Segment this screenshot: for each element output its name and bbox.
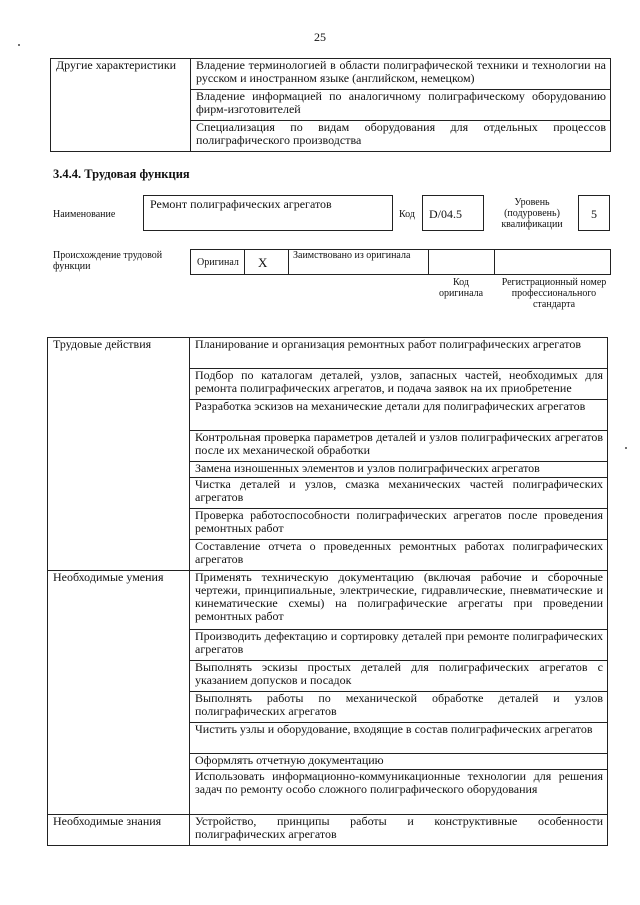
skill-item: Чистить узлы и оборудование, входящие в состав полиграфических агрегатов — [190, 723, 608, 754]
origin-divider — [494, 249, 495, 275]
page-number: 25 — [314, 30, 326, 44]
skill-item: Применять техническую документацию (включая рабочие и сборочные чертежи, принципиальные, электрические, гидравлические, пневматические и кинематические схемы) на полиграфические агрегаты при проведении ремонтных работ — [190, 571, 608, 630]
skill-item: Выполнять работы по механической обработке деталей и узлов полиграфических агрегатов — [190, 692, 608, 723]
code-box — [422, 195, 484, 231]
scan-dot — [18, 44, 20, 46]
level-value: 5 — [591, 207, 597, 221]
original-label: Оригинал — [197, 257, 239, 268]
labor-action-item: Проверка работоспособности полиграфических агрегатов после проведения ремонтных работ — [190, 509, 608, 540]
labor-action-item: Планирование и организация ремонтных работ полиграфических агрегатов — [190, 338, 608, 369]
knowledge-item: Устройство, принципы работы и конструктивные особенности полиграфических агрегатов — [190, 815, 608, 846]
skills-label: Необходимые умения — [48, 571, 190, 815]
code-value: D/04.5 — [429, 207, 462, 221]
skill-item: Производить дефектацию и сортировку деталей при ремонте полиграфических агрегатов — [190, 630, 608, 661]
requirements-table — [47, 337, 608, 846]
other-char-item: Владение терминологией в области полиграфической техники и технологии на русском и иностранном языке (английском, немецком) — [191, 59, 611, 90]
function-name-value: Ремонт полиграфических агрегатов — [150, 197, 332, 211]
knowledge-label: Необходимые знания — [48, 815, 190, 846]
scan-dot — [625, 447, 627, 449]
code-label: Код — [399, 209, 415, 220]
original-mark: X — [258, 255, 268, 270]
origin-divider — [244, 249, 245, 275]
function-name-box — [143, 195, 393, 231]
other-char-item: Специализация по видам оборудования для отдельных процессов полиграфического производства — [191, 121, 611, 152]
code-original-label: Код оригинала — [438, 277, 484, 299]
labor-action-item: Подбор по каталогам деталей, узлов, запасных частей, необходимых для ремонта полиграфических агрегатов, и подача заявок на их приобретение — [190, 369, 608, 400]
labor-action-item: Разработка эскизов на механические детали для полиграфических агрегатов — [190, 400, 608, 431]
borrowed-label: Заимствовано из оригинала — [293, 250, 411, 261]
other-char-item: Владение информацией по аналогичному полиграфическому оборудованию фирм-изготовителей — [191, 90, 611, 121]
skill-item: Выполнять эскизы простых деталей для полиграфических агрегатов с указанием допусков и посадок — [190, 661, 608, 692]
other-characteristics-label: Другие характеристики — [51, 59, 191, 152]
labor-action-item: Контрольная проверка параметров деталей и узлов полиграфических агрегатов после их механической обработки — [190, 431, 608, 462]
skill-item: Использовать информационно-коммуникационные технологии для решения задач по ремонту особо сложного полиграфического оборудования — [190, 770, 608, 815]
level-label: Уровень (подуровень) квалификации — [501, 197, 563, 230]
labor-action-item: Составление отчета о проведенных ремонтных работах полиграфических агрегатов — [190, 540, 608, 571]
reg-number-label: Регистрационный номер профессионального стандарта — [501, 277, 607, 310]
level-box — [578, 195, 610, 231]
origin-divider — [288, 249, 289, 275]
labor-actions-label: Трудовые действия — [48, 338, 190, 571]
other-characteristics-table — [50, 58, 611, 152]
labor-action-item: Чистка деталей и узлов, смазка механических частей полиграфических агрегатов — [190, 478, 608, 509]
section-title: 3.4.4. Трудовая функция — [53, 167, 190, 181]
name-label: Наименование — [53, 209, 116, 220]
skill-item: Оформлять отчетную документацию — [190, 754, 608, 770]
origin-divider — [428, 249, 429, 275]
labor-action-item: Замена изношенных элементов и узлов полиграфических агрегатов — [190, 462, 608, 478]
origin-label: Происхождение трудовой функции — [53, 250, 163, 272]
